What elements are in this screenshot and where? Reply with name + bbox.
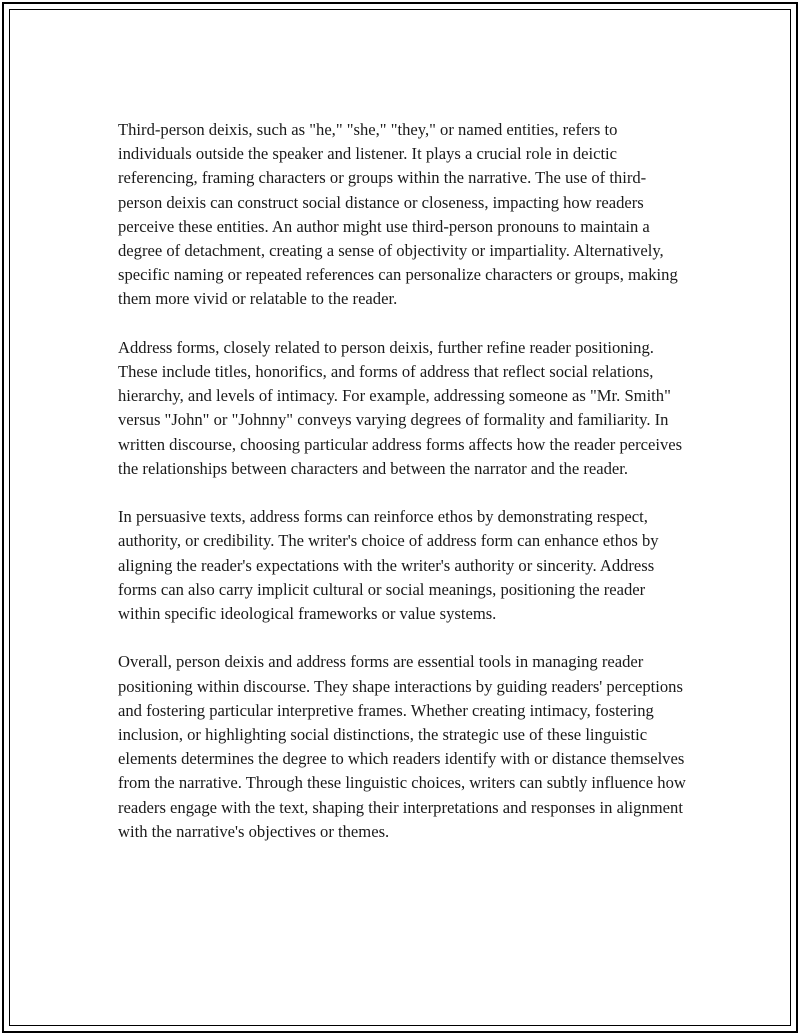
- paragraph-third-person-deixis: Third-person deixis, such as "he," "she," "they," or named entities, refers to individuals outside the speaker and listener. It plays a crucial role in deictic referencing, framing characters or groups within the narrative. The use of third-person deixis can construct social distance or closeness, impacting how readers perceive these entities. An author might use third-person pronouns to maintain a degree of detachment, creating a sense of objectivity or impartiality. Alternatively, specific naming or repeated references can personalize characters or groups, making them more vivid or relatable to the reader.: [118, 120, 678, 309]
- paragraph-address-forms: Address forms, closely related to person deixis, further refine reader positioning. These include titles, honorifics, and forms of address that reflect social relations, hierarchy, and levels of intimacy. For example, addressing someone as "Mr. Smith" versus "John" or "Johnny" conveys varying degrees of formality and familiarity. In written discourse, choosing particular address forms affects how the reader perceives the relationships between characters and between the narrator and the reader.: [118, 337, 683, 478]
- document-body: [118, 118, 690, 868]
- paragraph-overall: Overall, person deixis and address forms are essential tools in managing reader positioning within discourse. They shape interactions by guiding readers' perceptions and fostering particular interpretive frames. Whether creating intimacy, fostering inclusion, or highlighting social distinctions, the strategic use of these linguistic elements determines the degree to which readers identify with or distance themselves from the narrative. Through these linguistic choices, writers can subtly influence how readers engage with the text, shaping their interpretations and responses in alignment with the narrative's objectives or themes.: [118, 652, 686, 841]
- paragraph-persuasive-texts: In persuasive texts, address forms can reinforce ethos by demonstrating respect, authority, or credibility. The writer's choice of address form can enhance ethos by aligning the reader's expectations with the writer's authority or sincerity. Address forms can also carry implicit cultural or social meanings, positioning the reader within specific ideological frameworks or value systems.: [118, 507, 659, 624]
